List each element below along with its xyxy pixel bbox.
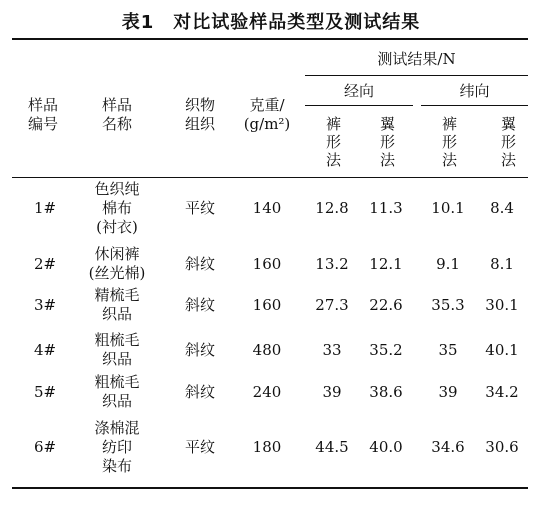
weft-wing-cell: 30.6 bbox=[485, 437, 519, 456]
weft-wing-cell: 34.2 bbox=[485, 382, 519, 401]
header-weft-wing: 翼形法 bbox=[499, 116, 517, 170]
weft-wing-cell: 40.1 bbox=[485, 340, 519, 359]
weight-cell: 140 bbox=[252, 198, 282, 217]
sample-no-cell: 5# bbox=[33, 382, 57, 401]
weight-cell: 240 bbox=[252, 382, 282, 401]
sample-no-cell: 1# bbox=[33, 198, 57, 217]
weft-wing-cell: 8.4 bbox=[490, 198, 514, 217]
sample-no-cell: 3# bbox=[33, 295, 57, 314]
table-title: 表1 对比试验样品类型及测试结果 bbox=[121, 12, 421, 33]
weight-cell: 480 bbox=[252, 340, 282, 359]
warp-wing-cell: 12.1 bbox=[369, 254, 403, 273]
warp-wing-cell: 11.3 bbox=[369, 198, 403, 217]
header-warp-wing: 翼形法 bbox=[378, 116, 396, 170]
weave-cell: 平纹 bbox=[184, 198, 215, 217]
warp-trouser-cell: 44.5 bbox=[315, 437, 349, 456]
weft-trouser-cell: 34.6 bbox=[431, 437, 465, 456]
header-weave: 织物 组织 bbox=[184, 96, 215, 133]
sample-name-cell: 色织纯 棉布 (衬衣) bbox=[94, 179, 140, 236]
weft-trouser-cell: 35.3 bbox=[431, 295, 465, 314]
warp-wing-cell: 40.0 bbox=[369, 437, 403, 456]
warp-wing-cell: 22.6 bbox=[369, 295, 403, 314]
header-weight: 克重/ (g/m²) bbox=[243, 96, 291, 133]
header-bottom-rule bbox=[12, 177, 528, 178]
warp-trouser-cell: 27.3 bbox=[315, 295, 349, 314]
warp-trouser-cell: 12.8 bbox=[315, 198, 349, 217]
weft-trouser-cell: 35 bbox=[438, 340, 458, 359]
bottom-rule bbox=[12, 487, 528, 489]
header-warp: 经向 bbox=[343, 82, 374, 100]
warp-wing-cell: 35.2 bbox=[369, 340, 403, 359]
top-rule bbox=[12, 38, 528, 40]
weft-wing-cell: 30.1 bbox=[485, 295, 519, 314]
result-group-rule bbox=[305, 75, 528, 76]
weave-cell: 斜纹 bbox=[184, 382, 215, 401]
sample-name-cell: 粗梳毛 织品 bbox=[94, 373, 140, 410]
sample-name-cell: 休闲裤 (丝光棉) bbox=[88, 245, 146, 282]
warp-trouser-cell: 33 bbox=[322, 340, 342, 359]
header-weft-trouser: 裤形法 bbox=[440, 116, 458, 170]
weft-rule bbox=[421, 105, 528, 106]
weight-cell: 160 bbox=[252, 254, 282, 273]
weave-cell: 平纹 bbox=[184, 437, 215, 456]
weave-cell: 斜纹 bbox=[184, 340, 215, 359]
warp-wing-cell: 38.6 bbox=[369, 382, 403, 401]
sample-name-cell: 精梳毛 织品 bbox=[94, 286, 140, 323]
weight-cell: 180 bbox=[252, 437, 282, 456]
header-warp-trouser: 裤形法 bbox=[324, 116, 342, 170]
header-result-group: 测试结果/N bbox=[377, 50, 456, 68]
warp-trouser-cell: 39 bbox=[322, 382, 342, 401]
weave-cell: 斜纹 bbox=[184, 295, 215, 314]
sample-name-cell: 粗梳毛 织品 bbox=[94, 331, 140, 368]
weft-trouser-cell: 10.1 bbox=[431, 198, 465, 217]
header-weft: 纬向 bbox=[459, 82, 490, 100]
warp-trouser-cell: 13.2 bbox=[315, 254, 349, 273]
sample-no-cell: 6# bbox=[33, 437, 57, 456]
weft-trouser-cell: 9.1 bbox=[436, 254, 460, 273]
sample-no-cell: 4# bbox=[33, 340, 57, 359]
weave-cell: 斜纹 bbox=[184, 254, 215, 273]
header-sample-name: 样品 名称 bbox=[101, 96, 132, 133]
sample-no-cell: 2# bbox=[33, 254, 57, 273]
weight-cell: 160 bbox=[252, 295, 282, 314]
weft-trouser-cell: 39 bbox=[438, 382, 458, 401]
sample-name-cell: 涤棉混 纺印 染布 bbox=[94, 418, 140, 475]
warp-rule bbox=[305, 105, 413, 106]
weft-wing-cell: 8.1 bbox=[490, 254, 514, 273]
header-sample-no: 样品 编号 bbox=[27, 96, 58, 133]
